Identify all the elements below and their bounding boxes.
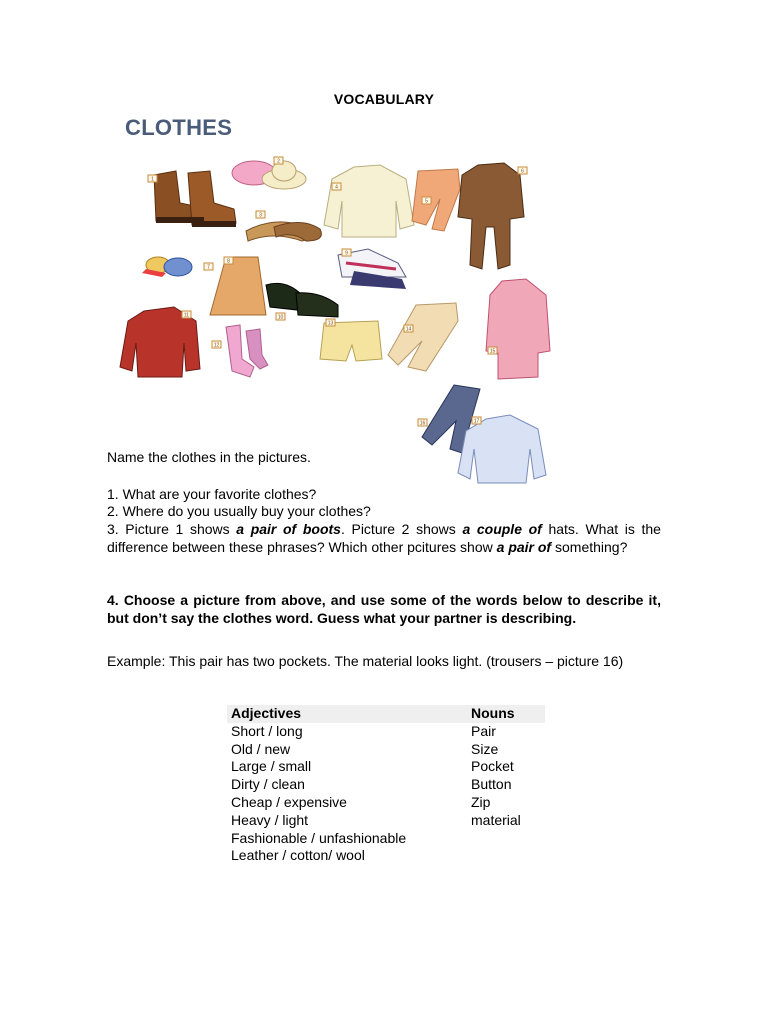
sweater-picture xyxy=(324,165,414,237)
table-row xyxy=(227,812,545,830)
adjective-cell: Cheap / expensive xyxy=(231,793,347,810)
noun-cell: Button xyxy=(471,776,512,793)
adjective-cell: Heavy / light xyxy=(231,811,309,828)
table-row xyxy=(227,794,545,812)
picture-number-label: 14 xyxy=(405,326,412,333)
noun-cell: Zip xyxy=(471,793,491,810)
table-row xyxy=(227,758,545,776)
phrase-pair-of: a pair of xyxy=(496,539,552,555)
section-heading: CLOTHES xyxy=(125,115,233,140)
picture-number-label: 17 xyxy=(473,418,480,425)
picture-number-label: 8 xyxy=(227,258,230,265)
adjective-cell: Leather / cotton/ wool xyxy=(231,847,365,864)
picture-number-label: 10 xyxy=(277,314,284,321)
picture-number-label: 3 xyxy=(259,212,262,219)
picture-number-label: 7 xyxy=(207,264,210,271)
noun-cell: Pair xyxy=(471,722,496,739)
vocabulary-table xyxy=(227,705,545,865)
caps-picture xyxy=(142,257,192,277)
table-row xyxy=(227,847,545,865)
noun-cell: Pocket xyxy=(471,758,514,775)
suit-picture xyxy=(458,163,524,269)
clothes-illustration xyxy=(106,145,554,485)
picture-number-label: 12 xyxy=(213,342,220,349)
trousers-picture xyxy=(388,303,458,371)
adjective-cell: Short / long xyxy=(231,722,303,739)
table-row xyxy=(227,776,545,794)
page-title: VOCABULARY xyxy=(333,91,435,107)
picture-number-label: 2 xyxy=(277,158,280,165)
picture-number-label: 13 xyxy=(327,320,334,327)
nouns-header: Nouns xyxy=(467,705,545,723)
example-text: Example: This pair has two pockets. The material looks light. (trousers – picture 16) xyxy=(107,653,624,669)
adjectives-header: Adjectives xyxy=(227,705,467,723)
phrase-pair-of-boots: a pair of boots xyxy=(236,521,341,537)
picture-number-label: 16 xyxy=(419,420,426,427)
noun-cell xyxy=(467,847,545,865)
picture-number-label: 5 xyxy=(425,198,428,205)
adjective-cell: Fashionable / unfashionable xyxy=(231,829,407,846)
instruction-text: Name the clothes in the pictures. xyxy=(107,449,311,465)
table-row xyxy=(227,741,545,759)
question-1: 1. What are your favorite clothes? xyxy=(107,486,317,502)
shorts-picture xyxy=(320,321,382,361)
task-4: 4. Choose a picture from above, and use some of the words below to describe it, but don’t say the clothes word. Guess what your partner is describing. xyxy=(107,592,661,626)
question-3: 3. Picture 1 shows a pair of boots. Picture 2 shows a couple of hats. What is the difference between these phrases? Which other pcitures show a pair of something? xyxy=(107,521,661,555)
table-row xyxy=(227,830,545,848)
shoes-picture xyxy=(266,283,338,317)
clothes-pictures xyxy=(106,145,554,485)
tights-picture xyxy=(412,169,460,231)
adjective-cell: Dirty / clean xyxy=(231,776,305,793)
socks-picture xyxy=(226,325,268,377)
belts-picture xyxy=(246,222,321,241)
picture-number-label: 6 xyxy=(521,168,524,175)
skirt-picture xyxy=(210,257,266,315)
table-header-row xyxy=(227,705,545,723)
coat-picture xyxy=(486,279,550,379)
boots-picture xyxy=(154,171,236,227)
picture-number-label: 1 xyxy=(151,176,154,183)
hats-picture xyxy=(232,158,306,189)
noun-cell: material xyxy=(471,811,521,828)
question-2: 2. Where do you usually buy your clothes? xyxy=(107,503,371,519)
table-row xyxy=(227,723,545,741)
picture-number-label: 11 xyxy=(183,312,190,319)
adjective-cell: Old / new xyxy=(231,740,291,757)
picture-number-label: 9 xyxy=(345,250,348,257)
noun-cell xyxy=(467,830,545,848)
adjective-cell: Large / small xyxy=(231,758,312,775)
noun-cell: Size xyxy=(471,740,499,757)
picture-number-label: 4 xyxy=(335,184,338,191)
picture-number-label: 15 xyxy=(489,348,496,355)
phrase-couple-of: a couple of xyxy=(462,521,542,537)
